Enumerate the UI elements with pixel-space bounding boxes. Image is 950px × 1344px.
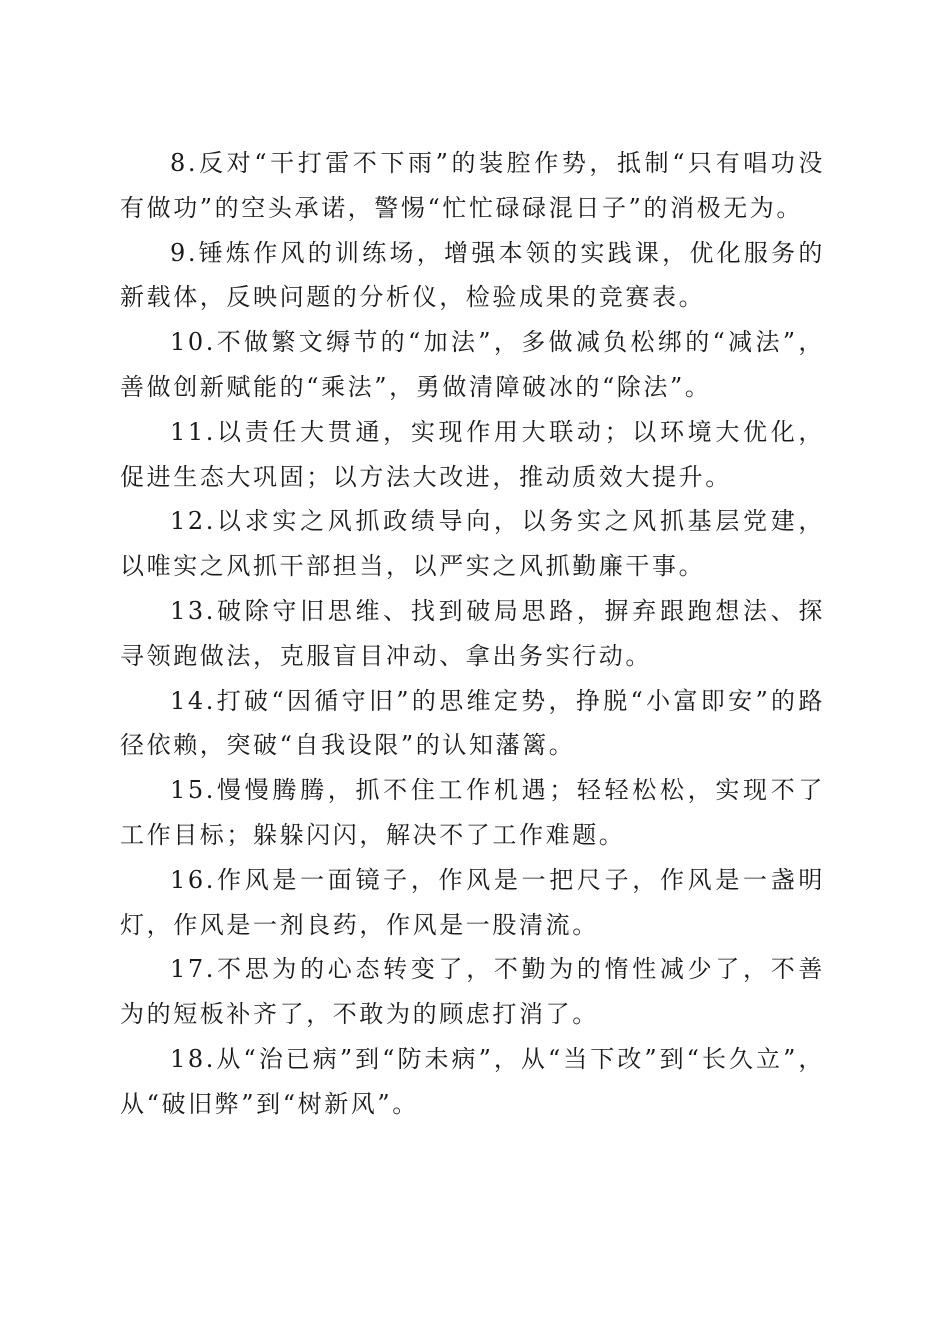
paragraph-16: 16.作风是一面镜子，作风是一把尺子，作风是一盏明灯，作风是一剂良药，作风是一股清流。	[120, 865, 825, 939]
paragraph-11: 11.以责任大贯通，实现作用大联动；以环境大优化，促进生态大巩固；以方法大改进，推动质效大提升。	[120, 417, 825, 491]
paragraph-15: 15.慢慢腾腾，抓不住工作机遇；轻轻松松，实现不了工作目标；躲躲闪闪，解决不了工作难题。	[120, 776, 825, 849]
paragraph-10: 10.不做繁文缛节的“加法”，多做减负松绑的“减法”，善做创新赋能的“乘法”，勇做清障破冰的“除法”。	[120, 328, 825, 401]
paragraph-14: 14.打破“因循守旧”的思维定势，挣脱“小富即安”的路径依赖，突破“自我设限”的认知藩篱。	[120, 686, 825, 760]
paragraph-17: 17.不思为的心态转变了，不勤为的惰性减少了，不善为的短板补齐了，不敢为的顾虑打消了。	[120, 955, 825, 1029]
paragraph-12: 12.以求实之风抓政绩导向，以务实之风抓基层党建，以唯实之风抓干部担当，以严实之风抓勤廉干事。	[120, 507, 825, 581]
paragraph-9: 9.锤炼作风的训练场，增强本领的实践课，优化服务的新载体，反映问题的分析仪，检验成果的竞赛表。	[120, 238, 825, 312]
paragraph-18: 18.从“治已病”到“防未病”，从“当下改”到“长久立”，从“破旧弊”到“树新风”。	[120, 1044, 825, 1118]
paragraph-8: 8.反对“干打雷不下雨”的装腔作势，抵制“只有唱功没有做功”的空头承诺，警惕“忙忙碌碌混日子”的消极无为。	[120, 149, 825, 222]
paragraph-13: 13.破除守旧思维、找到破局思路，摒弃跟跑想法、探寻领跑做法，克服盲目冲动、拿出务实行动。	[120, 596, 825, 670]
document-body	[120, 141, 825, 1127]
